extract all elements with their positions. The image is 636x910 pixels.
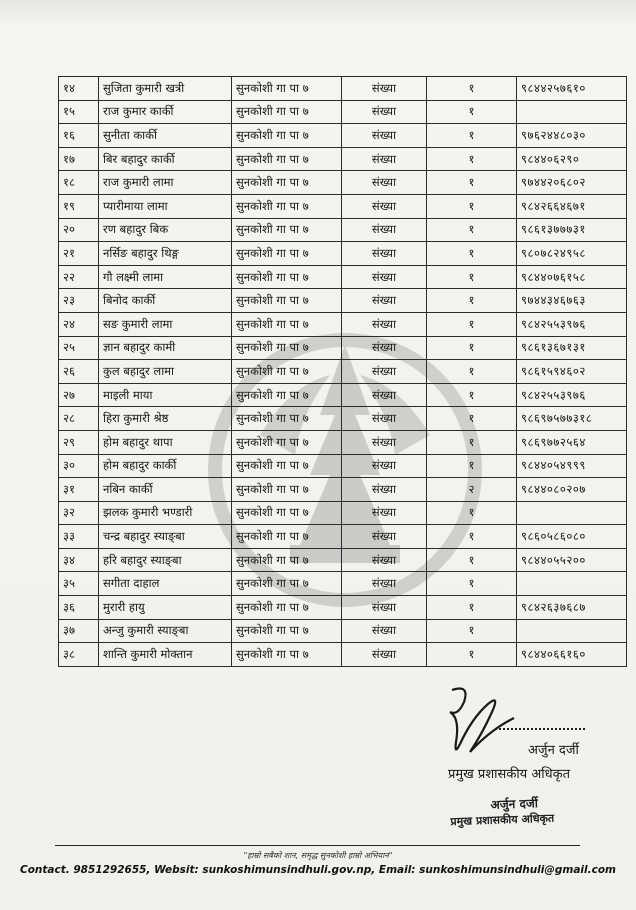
stamp-title: प्रमुख प्रशासकीय अधिकृत (450, 811, 555, 829)
phone-cell: ९७६२४४८०३० (517, 124, 627, 148)
address-cell: सुनकोशी गा पा ७ (232, 407, 342, 431)
table-row (59, 147, 627, 171)
handwritten-signature (430, 682, 520, 762)
phone-cell: ९८४४०६२९० (517, 147, 627, 171)
beneficiary-table (58, 76, 627, 667)
table-row (59, 218, 627, 242)
address-cell: सुनकोशी गा पा ७ (232, 312, 342, 336)
phone-cell: ९८४४०५४९९९ (517, 454, 627, 478)
serial-cell: १८ (59, 171, 99, 195)
address-cell: सुनकोशी गा पा ७ (232, 454, 342, 478)
serial-cell: २२ (59, 265, 99, 289)
serial-cell: १९ (59, 194, 99, 218)
table-row (59, 194, 627, 218)
quantity-cell: १ (427, 77, 517, 101)
phone-cell: ९७४४३४६७६३ (517, 289, 627, 313)
table-row (59, 242, 627, 266)
unit-cell: संख्या (342, 548, 427, 572)
unit-cell: संख्या (342, 194, 427, 218)
address-cell: सुनकोशी गा पा ७ (232, 171, 342, 195)
address-cell: सुनकोशी गा पा ७ (232, 218, 342, 242)
name-cell: माइली माया (99, 383, 232, 407)
address-cell: सुनकोशी गा पा ७ (232, 619, 342, 643)
serial-cell: ३८ (59, 643, 99, 667)
quantity-cell: १ (427, 147, 517, 171)
unit-cell: संख्या (342, 454, 427, 478)
table-row (59, 124, 627, 148)
address-cell: सुनकोशी गा पा ७ (232, 548, 342, 572)
name-cell: होम बहादुर कार्की (99, 454, 232, 478)
signatory-title: प्रमुख प्रशासकीय अधिकृत (448, 767, 571, 782)
name-stamp (450, 794, 555, 829)
serial-cell: ३४ (59, 548, 99, 572)
address-cell: सुनकोशी गा पा ७ (232, 147, 342, 171)
table-row (59, 360, 627, 384)
unit-cell: संख्या (342, 100, 427, 124)
quantity-cell: १ (427, 265, 517, 289)
name-cell: सुजिता कुमारी खत्री (99, 77, 232, 101)
quantity-cell: १ (427, 454, 517, 478)
phone-cell: ९८६१३६७१३१ (517, 336, 627, 360)
address-cell: सुनकोशी गा पा ७ (232, 643, 342, 667)
table-row (59, 336, 627, 360)
address-cell: सुनकोशी गा पा ७ (232, 194, 342, 218)
unit-cell: संख्या (342, 147, 427, 171)
address-cell: सुनकोशी गा पा ७ (232, 265, 342, 289)
quantity-cell: १ (427, 407, 517, 431)
unit-cell: संख्या (342, 360, 427, 384)
phone-cell: ९८४४०८०२०७ (517, 478, 627, 502)
phone-cell: ९८६०५८६०८० (517, 525, 627, 549)
quantity-cell: १ (427, 501, 517, 525)
unit-cell: संख्या (342, 77, 427, 101)
address-cell: सुनकोशी गा पा ७ (232, 501, 342, 525)
unit-cell: संख्या (342, 430, 427, 454)
unit-cell: संख्या (342, 572, 427, 596)
name-cell: सुनीता कार्की (99, 124, 232, 148)
phone-cell: ९८०७८२४९५८ (517, 242, 627, 266)
quantity-cell: १ (427, 619, 517, 643)
unit-cell: संख्या (342, 596, 427, 620)
address-cell: सुनकोशी गा पा ७ (232, 289, 342, 313)
phone-cell: ९८४४०७६१५८ (517, 265, 627, 289)
name-cell: नबिन कार्की (99, 478, 232, 502)
unit-cell: संख्या (342, 312, 427, 336)
serial-cell: ३१ (59, 478, 99, 502)
quantity-cell: १ (427, 643, 517, 667)
table-row (59, 289, 627, 313)
phone-cell: ९८४४०५५२०० (517, 548, 627, 572)
name-cell: अन्जु कुमारी स्याङ्बा (99, 619, 232, 643)
serial-cell: ३६ (59, 596, 99, 620)
signatory-name: अर्जुन दर्जी (528, 743, 579, 758)
unit-cell: संख्या (342, 383, 427, 407)
name-cell: नर्सिङ बहादुर थिङ्ग (99, 242, 232, 266)
quantity-cell: १ (427, 289, 517, 313)
quantity-cell: १ (427, 572, 517, 596)
quantity-cell: १ (427, 242, 517, 266)
quantity-cell: १ (427, 525, 517, 549)
serial-cell: ३२ (59, 501, 99, 525)
table-row (59, 430, 627, 454)
serial-cell: २८ (59, 407, 99, 431)
quantity-cell: १ (427, 100, 517, 124)
serial-cell: २५ (59, 336, 99, 360)
table-row (59, 596, 627, 620)
serial-cell: २० (59, 218, 99, 242)
phone-cell (517, 619, 627, 643)
table-row (59, 77, 627, 101)
unit-cell: संख्या (342, 265, 427, 289)
quantity-cell: १ (427, 548, 517, 572)
address-cell: सुनकोशी गा पा ७ (232, 360, 342, 384)
phone-cell: ९८६९७५७७३१८ (517, 407, 627, 431)
phone-cell (517, 501, 627, 525)
address-cell: सुनकोशी गा पा ७ (232, 478, 342, 502)
name-cell: शान्ति कुमारी मोक्तान (99, 643, 232, 667)
phone-cell: ९८४२६३७६८७ (517, 596, 627, 620)
unit-cell: संख्या (342, 171, 427, 195)
phone-cell: ९८४२५५३९७६ (517, 383, 627, 407)
table-row (59, 454, 627, 478)
phone-cell: ९८६१३७७७३१ (517, 218, 627, 242)
quantity-cell: १ (427, 218, 517, 242)
name-cell: झलक कुमारी भण्डारी (99, 501, 232, 525)
table-row (59, 312, 627, 336)
serial-cell: २१ (59, 242, 99, 266)
unit-cell: संख्या (342, 643, 427, 667)
serial-cell: ३७ (59, 619, 99, 643)
footer-divider (55, 845, 580, 846)
table-row (59, 501, 627, 525)
quantity-cell: १ (427, 596, 517, 620)
name-cell: हरि बहादुर स्याङ्बा (99, 548, 232, 572)
name-cell: मुरारी हायु (99, 596, 232, 620)
quantity-cell: १ (427, 336, 517, 360)
table-row (59, 548, 627, 572)
table-row (59, 572, 627, 596)
serial-cell: ३५ (59, 572, 99, 596)
serial-cell: २६ (59, 360, 99, 384)
unit-cell: संख्या (342, 336, 427, 360)
serial-cell: ३० (59, 454, 99, 478)
footer-motto: "हाम्रो सबैको शान, समृद्ध सुनकोशी हाम्रो अभियान" (243, 851, 393, 860)
address-cell: सुनकोशी गा पा ७ (232, 383, 342, 407)
serial-cell: १७ (59, 147, 99, 171)
name-cell: बिर बहादुर कार्की (99, 147, 232, 171)
name-cell: चन्द्र बहादुर स्याङ्बा (99, 525, 232, 549)
quantity-cell: १ (427, 430, 517, 454)
phone-cell: ९८६१५९४६०२ (517, 360, 627, 384)
quantity-cell: १ (427, 360, 517, 384)
table-row (59, 383, 627, 407)
serial-cell: २४ (59, 312, 99, 336)
serial-cell: २३ (59, 289, 99, 313)
table-row (59, 100, 627, 124)
serial-cell: १४ (59, 77, 99, 101)
unit-cell: संख्या (342, 218, 427, 242)
address-cell: सुनकोशी गा पा ७ (232, 596, 342, 620)
unit-cell: संख्या (342, 407, 427, 431)
name-cell: हिरा कुमारी श्रेष्ठ (99, 407, 232, 431)
phone-cell (517, 100, 627, 124)
address-cell: सुनकोशी गा पा ७ (232, 525, 342, 549)
quantity-cell: १ (427, 383, 517, 407)
table-row (59, 478, 627, 502)
footer-contact: Contact. 9851292655, Websit: sunkoshimunsindhuli.gov.np, Email: sunkoshimunsindhuli@gmail.com (19, 864, 616, 876)
address-cell: सुनकोशी गा पा ७ (232, 124, 342, 148)
name-cell: गौ लक्ष्मी लामा (99, 265, 232, 289)
name-cell: कुल बहादुर लामा (99, 360, 232, 384)
name-cell: प्यारीमाया लामा (99, 194, 232, 218)
name-cell: ज्ञान बहादुर कामी (99, 336, 232, 360)
unit-cell: संख्या (342, 501, 427, 525)
phone-cell: ९८४२५५३९७६ (517, 312, 627, 336)
address-cell: सुनकोशी गा पा ७ (232, 572, 342, 596)
serial-cell: ३३ (59, 525, 99, 549)
phone-cell: ९८४२६६४६७१ (517, 194, 627, 218)
name-cell: सगीता दाहाल (99, 572, 232, 596)
phone-cell: ९८४४२५७६१० (517, 77, 627, 101)
quantity-cell: १ (427, 124, 517, 148)
phone-cell: ९८६९७७२५६४ (517, 430, 627, 454)
table-row (59, 525, 627, 549)
serial-cell: १६ (59, 124, 99, 148)
table-row (59, 619, 627, 643)
name-cell: राज कुमार कार्की (99, 100, 232, 124)
quantity-cell: १ (427, 194, 517, 218)
unit-cell: संख्या (342, 289, 427, 313)
quantity-cell: १ (427, 312, 517, 336)
stamp-name: अर्जुन दर्जी (490, 796, 539, 812)
unit-cell: संख्या (342, 525, 427, 549)
address-cell: सुनकोशी गा पा ७ (232, 336, 342, 360)
address-cell: सुनकोशी गा पा ७ (232, 77, 342, 101)
table-row (59, 265, 627, 289)
signature-line (495, 728, 585, 730)
name-cell: सङ कुमारी लामा (99, 312, 232, 336)
serial-cell: १५ (59, 100, 99, 124)
address-cell: सुनकोशी गा पा ७ (232, 242, 342, 266)
quantity-cell: २ (427, 478, 517, 502)
address-cell: सुनकोशी गा पा ७ (232, 100, 342, 124)
unit-cell: संख्या (342, 619, 427, 643)
name-cell: बिनोद कार्की (99, 289, 232, 313)
table-row (59, 407, 627, 431)
table-row (59, 643, 627, 667)
table-row (59, 171, 627, 195)
scan-top-edge (0, 0, 636, 22)
serial-cell: २९ (59, 430, 99, 454)
unit-cell: संख्या (342, 242, 427, 266)
name-cell: रण बहादुर बिक (99, 218, 232, 242)
phone-cell (517, 572, 627, 596)
name-cell: होम बहादुर थापा (99, 430, 232, 454)
unit-cell: संख्या (342, 124, 427, 148)
address-cell: सुनकोशी गा पा ७ (232, 430, 342, 454)
name-cell: राज कुमारी लामा (99, 171, 232, 195)
quantity-cell: १ (427, 171, 517, 195)
phone-cell: ९८४४०६६१६० (517, 643, 627, 667)
phone-cell: ९७४४२०६८०२ (517, 171, 627, 195)
serial-cell: २७ (59, 383, 99, 407)
unit-cell: संख्या (342, 478, 427, 502)
